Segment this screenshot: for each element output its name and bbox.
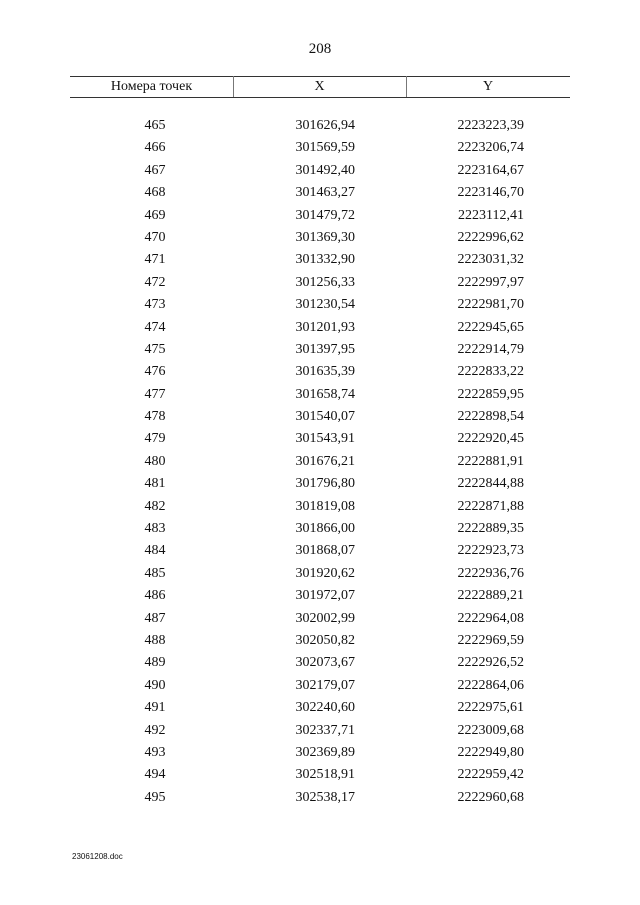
cell-y: 2223009,68 [457,722,524,738]
table-row [0,743,640,765]
cell-x: 302369,89 [295,744,355,760]
header-point-number: Номера точек [110,79,193,94]
cell-x: 302337,71 [295,722,355,738]
table-row [0,653,640,675]
cell-y: 2223031,32 [457,252,524,268]
cell-y: 2222859,95 [457,386,524,402]
cell-x: 301479,72 [295,207,355,223]
cell-y: 2222871,88 [457,498,524,514]
cell-x: 301635,39 [295,364,355,380]
table-row [0,273,640,295]
header-x: X [314,79,325,94]
cell-point-number: 474 [144,319,166,335]
cell-y: 2223206,74 [457,140,524,156]
cell-point-number: 471 [144,252,166,268]
cell-point-number: 484 [144,543,166,559]
cell-point-number: 478 [144,409,166,425]
table-row [0,429,640,451]
cell-x: 301332,90 [295,252,355,268]
cell-point-number: 482 [144,498,166,514]
cell-y: 2222923,73 [457,543,524,559]
table-row [0,206,640,228]
cell-point-number: 467 [144,162,166,178]
table-row [0,228,640,250]
cell-x: 301492,40 [295,162,355,178]
table-row [0,765,640,787]
coordinates-table-body [0,116,640,810]
cell-x: 301463,27 [295,185,355,201]
cell-y: 2222975,61 [457,700,524,716]
table-row [0,318,640,340]
cell-point-number: 476 [144,364,166,380]
table-row [0,116,640,138]
table-row [0,698,640,720]
cell-y: 2222969,59 [457,632,524,648]
cell-x: 301866,00 [295,521,355,537]
cell-x: 302050,82 [295,632,355,648]
table-row [0,362,640,384]
cell-x: 301796,80 [295,476,355,492]
cell-y: 2222889,35 [457,521,524,537]
table-row [0,250,640,272]
cell-y: 2222914,79 [457,341,524,357]
table-row [0,564,640,586]
cell-y: 2223223,39 [457,118,524,133]
cell-x: 301369,30 [295,229,355,245]
cell-point-number: 468 [144,185,166,201]
cell-y: 2222926,52 [457,655,524,671]
cell-point-number: 492 [144,722,166,738]
cell-x: 301626,94 [295,118,355,133]
cell-y: 2222945,65 [457,319,524,335]
table-row [0,541,640,563]
cell-point-number: 481 [144,476,166,492]
cell-y: 2222997,97 [457,274,524,290]
cell-point-number: 480 [144,453,166,469]
cell-point-number: 466 [144,140,166,156]
cell-y: 2223164,67 [457,162,524,178]
cell-x: 301540,07 [295,409,355,425]
cell-x: 302073,67 [295,655,355,671]
cell-y: 2222920,45 [457,431,524,447]
cell-point-number: 485 [144,565,166,581]
footer-document-code: 23061208.doc [72,852,123,861]
cell-point-number: 472 [144,274,166,290]
cell-x: 302538,17 [295,789,355,805]
cell-y: 2222844,88 [457,476,524,492]
cell-y: 2223112,41 [458,207,524,223]
cell-point-number: 473 [144,297,166,313]
table-row [0,452,640,474]
cell-point-number: 487 [144,610,166,626]
cell-point-number: 493 [144,744,166,760]
cell-point-number: 491 [144,700,166,716]
table-row [0,407,640,429]
table-row [0,721,640,743]
table-row [0,788,640,810]
table-row [0,340,640,362]
table-row [0,385,640,407]
cell-x: 301819,08 [295,498,355,514]
table-row [0,161,640,183]
cell-x: 301569,59 [295,140,355,156]
cell-point-number: 475 [144,341,166,357]
table-row [0,609,640,631]
cell-point-number: 465 [144,118,166,133]
cell-y: 2222881,91 [457,453,524,469]
cell-y: 2223146,70 [457,185,524,201]
cell-y: 2222898,54 [457,409,524,425]
cell-y: 2222936,76 [457,565,524,581]
cell-point-number: 494 [144,767,166,783]
cell-point-number: 495 [144,789,166,805]
cell-point-number: 486 [144,588,166,604]
cell-x: 301676,21 [295,453,355,469]
cell-point-number: 483 [144,521,166,537]
cell-y: 2222964,08 [457,610,524,626]
cell-point-number: 477 [144,386,166,402]
cell-x: 301397,95 [295,341,355,357]
cell-x: 301201,93 [295,319,355,335]
header-y: Y [482,79,494,94]
header-rule-bottom [70,97,570,98]
cell-x: 301256,33 [295,274,355,290]
cell-point-number: 470 [144,229,166,245]
cell-x: 302240,60 [295,700,355,716]
cell-point-number: 489 [144,655,166,671]
cell-x: 302518,91 [295,767,355,783]
table-row [0,586,640,608]
page-number: 208 [308,41,332,57]
cell-y: 2222833,22 [457,364,524,380]
cell-y: 2222889,21 [457,588,524,604]
cell-y: 2222981,70 [457,297,524,313]
cell-point-number: 488 [144,632,166,648]
cell-x: 301230,54 [295,297,355,313]
table-row [0,497,640,519]
cell-x: 301972,07 [295,588,355,604]
table-row [0,474,640,496]
cell-x: 302179,07 [295,677,355,693]
cell-y: 2222864,06 [457,677,524,693]
cell-x: 301658,74 [295,386,355,402]
table-row [0,676,640,698]
cell-x: 301868,07 [295,543,355,559]
header-rule-top [70,76,570,77]
cell-x: 301920,62 [295,565,355,581]
cell-point-number: 479 [144,431,166,447]
cell-x: 302002,99 [295,610,355,626]
table-row [0,183,640,205]
cell-y: 2222949,80 [457,744,524,760]
cell-point-number: 469 [144,207,166,223]
table-row [0,631,640,653]
cell-x: 301543,91 [295,431,355,447]
cell-y: 2222960,68 [457,789,524,805]
table-row [0,519,640,541]
table-row [0,138,640,160]
cell-y: 2222996,62 [457,229,524,245]
cell-y: 2222959,42 [457,767,524,783]
table-row [0,295,640,317]
cell-point-number: 490 [144,677,166,693]
